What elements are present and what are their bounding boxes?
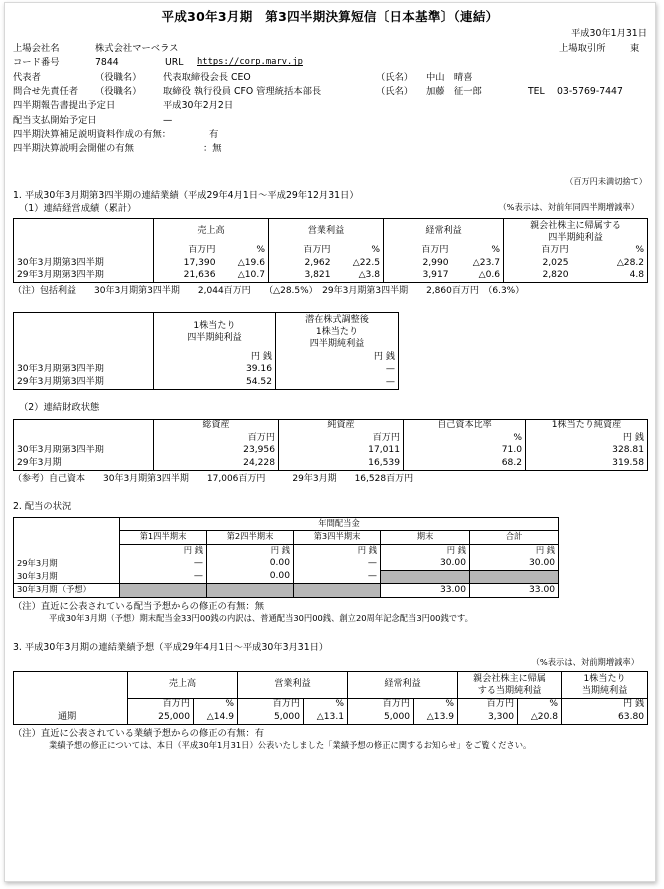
tel-label: TEL xyxy=(528,86,545,98)
table-row xyxy=(14,445,648,458)
cell: 25,000 xyxy=(128,711,194,724)
table-row xyxy=(14,376,399,389)
contact-title-label: （役職名） xyxy=(95,86,142,98)
cell: △20.8 xyxy=(518,711,562,724)
col-eps xyxy=(562,671,648,698)
unit-yen: 円 銭 xyxy=(207,544,294,557)
col-q3: 第3四半期末 xyxy=(294,531,381,545)
cell: 71.0 xyxy=(404,445,526,458)
col-net-income xyxy=(458,671,562,698)
cell: △13.1 xyxy=(304,711,348,724)
unit-yen: 円 銭 xyxy=(470,544,559,557)
section1-sub2-row xyxy=(13,402,647,416)
table-row xyxy=(14,570,559,584)
row-label: 30年3月期第3四半期 xyxy=(14,445,154,458)
dividend-date-label: 配当支払開始予定日 xyxy=(13,114,97,126)
cell: — xyxy=(294,557,381,570)
cell: △14.9 xyxy=(194,711,238,724)
col-diluted-eps-line3: 四半期純利益 xyxy=(309,339,365,350)
row-label: 30年3月期 xyxy=(14,570,120,584)
rep-title: 代表取締役会長 CEO xyxy=(163,71,251,83)
tel-value: 03-5769-7447 xyxy=(557,86,623,98)
report-date-label: 四半期報告書提出予定日 xyxy=(13,100,116,112)
table-row xyxy=(14,557,559,570)
col-diluted-eps xyxy=(276,313,399,352)
exchange-value: 東 xyxy=(630,43,640,55)
shaded-cell xyxy=(294,584,381,598)
shaded-cell xyxy=(207,584,294,598)
cell: △3.8 xyxy=(334,270,384,283)
unit-yen: 円 銭 xyxy=(294,544,381,557)
dividend-note1: （注）直近に公表されている配当予想からの修正の有無：無 xyxy=(13,600,265,612)
col-equity-ratio: 自己資本比率 xyxy=(404,419,526,432)
header-contact-row xyxy=(13,86,647,100)
col-total-assets: 総資産 xyxy=(154,419,279,432)
header-dividend-row xyxy=(13,115,647,129)
cell: 4.8 xyxy=(572,270,648,283)
cell: 2,962 xyxy=(269,257,334,270)
col-annual-dividend: 年間配当金 xyxy=(120,517,559,531)
cell: 16,539 xyxy=(279,457,404,470)
rep-name: 中山 晴喜 xyxy=(426,71,473,83)
section3-heading: 3. 平成30年3月期の連結業績予想（平成29年4月1日～平成30年3月31日） xyxy=(13,641,329,653)
dividend-note2: 平成30年3月期（予想）期末配当金33円00銭の内訳は、普通配当30円00銭、創立20周年記念配当3円00銭です。 xyxy=(49,612,473,623)
code-label: コード番号 xyxy=(13,57,60,69)
report-date: 平成30年1月31日 xyxy=(570,28,647,39)
col-net-income-line1: 親会社株主に帰属する xyxy=(530,220,622,231)
page-title: 平成30年3月期 第3四半期決算短信〔日本基準〕（連結） xyxy=(161,9,499,24)
forecast-note1: （注）直近に公表されている業績予想からの修正の有無：有 xyxy=(13,727,265,739)
contact-label: 問合せ先責任者 xyxy=(13,86,79,98)
cell: △13.9 xyxy=(414,711,458,724)
unit-million: 百万円 xyxy=(348,698,414,711)
col-bps: 1株当たり純資産 xyxy=(526,419,648,432)
cell: 0.00 xyxy=(207,557,294,570)
cell: 24,228 xyxy=(154,457,279,470)
company-name: 株式会社マーベラス xyxy=(95,43,179,55)
unit-million: 百万円 xyxy=(384,245,452,258)
rep-name-label: （氏名） xyxy=(376,71,414,83)
report-date-value: 平成30年2月2日 xyxy=(163,100,234,112)
unit-million: 百万円 xyxy=(128,698,194,711)
row-label: 30年3月期第3四半期 xyxy=(14,257,154,270)
header-rep-row xyxy=(13,72,647,86)
cell: — xyxy=(276,376,399,389)
cell: 30.00 xyxy=(381,557,470,570)
cell: 33.00 xyxy=(381,584,470,598)
col-net-income-line1: 親会社株主に帰属 xyxy=(473,673,546,684)
cell: 17,011 xyxy=(279,445,404,458)
cell: 3,917 xyxy=(384,270,452,283)
table-row xyxy=(14,270,648,283)
cell: 0.00 xyxy=(207,570,294,584)
col-net-income-line2: 四半期純利益 xyxy=(548,232,603,243)
dividend-table xyxy=(13,517,559,598)
cell: 33.00 xyxy=(470,584,559,598)
section1-sub2: （2）連結財政状態 xyxy=(19,401,100,413)
cell: 5,000 xyxy=(238,711,304,724)
unit-percent: % xyxy=(219,245,269,258)
header-supp-row xyxy=(13,129,647,143)
cell: 39.16 xyxy=(154,364,276,377)
briefing-label: 四半期決算説明会開催の有無 xyxy=(13,143,134,155)
col-net-income-line2: する当期純利益 xyxy=(477,685,542,696)
section2-heading: 2. 配当の状況 xyxy=(13,500,72,512)
col-ordinary-income: 経常利益 xyxy=(348,671,458,698)
col-net-income xyxy=(504,218,648,245)
cell: △19.6 xyxy=(219,257,269,270)
company-label: 上場会社名 xyxy=(13,43,60,55)
cell: 2,025 xyxy=(504,257,572,270)
unit-percent: % xyxy=(518,698,562,711)
col-year-end: 期末 xyxy=(381,531,470,545)
contact-name-label: （氏名） xyxy=(376,86,414,98)
row-label: 29年3月期第3四半期 xyxy=(14,376,154,389)
section1-sub1: （1）連結経営成績（累計） xyxy=(19,202,137,214)
cell: 2,990 xyxy=(384,257,452,270)
unit-million: 百万円 xyxy=(279,432,404,445)
cell: 30.00 xyxy=(470,557,559,570)
cell: 3,821 xyxy=(269,270,334,283)
shaded-cell xyxy=(470,570,559,584)
table-row xyxy=(14,457,648,470)
section1-sub1-note: （%表示は、対前年同四半期増減率） xyxy=(498,201,639,212)
unit-percent: % xyxy=(414,698,458,711)
unit-yen: 円 銭 xyxy=(562,698,648,711)
table-row xyxy=(14,711,648,724)
shaded-cell xyxy=(120,584,207,598)
section3-note: （%表示は、対前期増減率） xyxy=(531,656,639,667)
unit-million: 百万円 xyxy=(458,698,518,711)
col-net-assets: 純資産 xyxy=(279,419,404,432)
unit-yen: 円 銭 xyxy=(154,351,276,364)
unit-yen: 円 銭 xyxy=(381,544,470,557)
code-value: 7844 xyxy=(95,57,119,69)
contact-title: 取締役 執行役員 CFO 管理統括本部長 xyxy=(163,86,322,98)
cell: 328.81 xyxy=(526,445,648,458)
col-q2: 第2四半期末 xyxy=(207,531,294,545)
document-page xyxy=(4,2,656,882)
briefing-value: ：無 xyxy=(203,143,222,155)
url-label: URL xyxy=(165,57,184,69)
header-company-row xyxy=(13,43,647,57)
exchange-label: 上場取引所 xyxy=(559,43,606,55)
col-diluted-eps-line2: 1株当たり xyxy=(315,327,359,338)
cell: — xyxy=(276,364,399,377)
col-diluted-eps-line1: 潜在株式調整後 xyxy=(305,315,369,326)
cell: 63.80 xyxy=(562,711,648,724)
rep-label: 代表者 xyxy=(13,71,41,83)
col-sales: 売上高 xyxy=(128,671,238,698)
table-row xyxy=(14,257,648,270)
eps-table xyxy=(13,312,399,390)
shaded-cell xyxy=(381,570,470,584)
table-row xyxy=(14,584,559,598)
section1-sub1-row xyxy=(13,203,647,217)
contact-name: 加藤 征一郎 xyxy=(426,86,482,98)
unit-million: 百万円 xyxy=(504,245,572,258)
row-label: 通期 xyxy=(14,711,128,724)
unit-percent: % xyxy=(194,698,238,711)
cell: 17,390 xyxy=(154,257,219,270)
cell: 319.58 xyxy=(526,457,648,470)
col-eps-line2: 当期純利益 xyxy=(581,685,628,696)
cell: △23.7 xyxy=(452,257,504,270)
cell: 54.52 xyxy=(154,376,276,389)
header-code-row xyxy=(13,57,647,71)
cell: 3,300 xyxy=(458,711,518,724)
cell: 23,956 xyxy=(154,445,279,458)
cell: 5,000 xyxy=(348,711,414,724)
financial-position-table xyxy=(13,419,648,471)
cell: △10.7 xyxy=(219,270,269,283)
equity-note: （参考）自己資本 30年3月期第3四半期 17,006百万円 29年3月期 16,528百万円 xyxy=(13,473,414,484)
unit-note: （百万円未満切捨て） xyxy=(565,175,647,186)
supp-label: 四半期決算補足説明資料作成の有無： xyxy=(13,128,172,140)
dividend-date-value: — xyxy=(163,114,173,126)
row-label: 29年3月期第3四半期 xyxy=(14,270,154,283)
forecast-table xyxy=(13,671,648,725)
unit-percent: % xyxy=(304,698,348,711)
col-operating-income: 営業利益 xyxy=(238,671,348,698)
cell: 68.2 xyxy=(404,457,526,470)
url-link[interactable]: https://corp.marv.jp xyxy=(197,57,303,68)
forecast-note2: 業績予想の修正については、本日（平成30年1月31日）公表いたしました「業績予想の修正に関するお知らせ」をご覧ください。 xyxy=(49,739,532,750)
col-total: 合計 xyxy=(470,531,559,545)
row-label: 29年3月期 xyxy=(14,557,120,570)
row-label: 29年3月期 xyxy=(14,457,154,470)
cell: — xyxy=(120,557,207,570)
col-eps-line1: 1株当たり xyxy=(583,673,626,684)
unit-million: 百万円 xyxy=(269,245,334,258)
unit-yen: 円 銭 xyxy=(120,544,207,557)
col-eps-line1: 1株当たり xyxy=(193,321,236,332)
cell: — xyxy=(120,570,207,584)
unit-million: 百万円 xyxy=(154,432,279,445)
col-sales: 売上高 xyxy=(154,218,269,245)
row-label: 30年3月期（予想） xyxy=(14,584,120,598)
unit-percent: % xyxy=(334,245,384,258)
cell: △22.5 xyxy=(334,257,384,270)
col-eps-line2: 四半期純利益 xyxy=(187,333,242,344)
unit-million: 百万円 xyxy=(238,698,304,711)
section1-heading: 1. 平成30年3月期第3四半期の連結業績（平成29年4月1日～平成29年12月31日） xyxy=(13,189,359,201)
col-q1: 第1四半期末 xyxy=(120,531,207,545)
col-eps xyxy=(154,313,276,352)
unit-percent: % xyxy=(404,432,526,445)
row-label: 30年3月期第3四半期 xyxy=(14,364,154,377)
header-report-date-row xyxy=(13,100,647,114)
unit-million: 百万円 xyxy=(154,245,219,258)
cell: △28.2 xyxy=(572,257,648,270)
col-ordinary-income: 経常利益 xyxy=(384,218,504,245)
unit-percent: % xyxy=(452,245,504,258)
cell: 21,636 xyxy=(154,270,219,283)
table-row xyxy=(14,364,399,377)
col-operating-income: 営業利益 xyxy=(269,218,384,245)
results-table xyxy=(13,218,648,284)
rep-title-label: （役職名） xyxy=(95,71,142,83)
cell: △0.6 xyxy=(452,270,504,283)
comprehensive-income-note: （注）包括利益 30年3月期第3四半期 2,044百万円 （△28.5%） 29年3月期第3四半期 2,860百万円 （6.3%） xyxy=(13,286,525,297)
cell: 2,820 xyxy=(504,270,572,283)
unit-percent: % xyxy=(572,245,648,258)
header-briefing-row xyxy=(13,143,647,157)
cell: — xyxy=(294,570,381,584)
supp-value: 有 xyxy=(209,128,219,140)
unit-yen: 円 銭 xyxy=(276,351,399,364)
unit-yen: 円 銭 xyxy=(526,432,648,445)
